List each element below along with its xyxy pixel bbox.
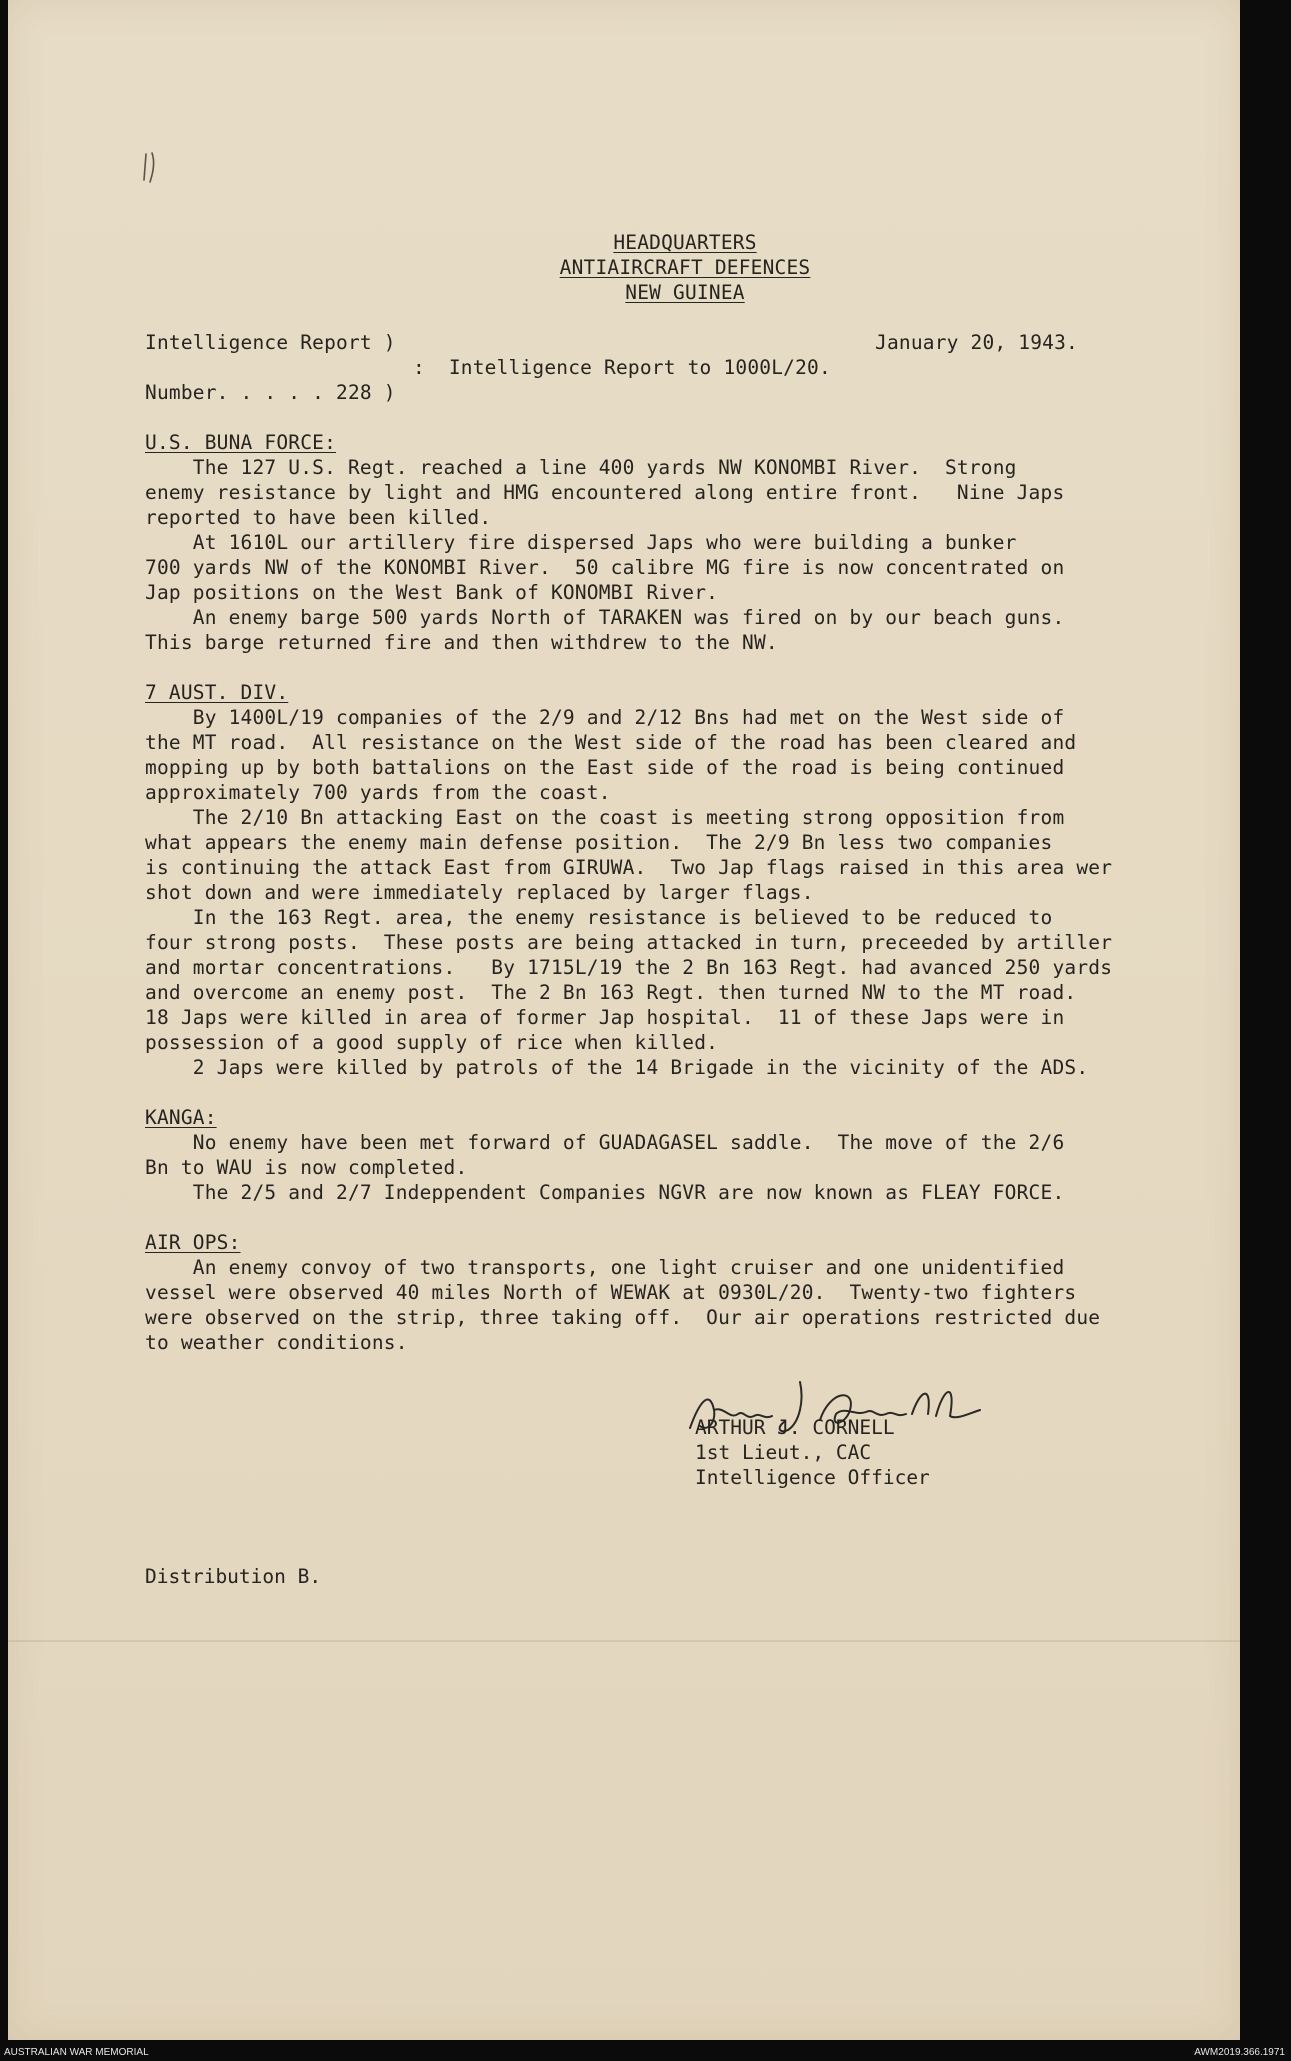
text-line: shot down and were immediately replaced by larger flags. — [145, 881, 814, 904]
footer-institution: AUSTRALIAN WAR MEMORIAL — [4, 2047, 149, 2058]
text-line: No enemy have been met forward of GUADAGASEL saddle. The move of the 2/6 — [145, 1131, 1065, 1154]
section-heading: KANGA: — [145, 1106, 217, 1129]
signatory-title: Intelligence Officer — [695, 1466, 930, 1489]
text-line: An enemy convoy of two transports, one light cruiser and one unidentified — [145, 1256, 1065, 1279]
text-line: to weather conditions. — [145, 1331, 408, 1354]
text-line: approximately 700 yards from the coast. — [145, 781, 611, 804]
text-line: The 2/10 Bn attacking East on the coast is meeting strong opposition from — [145, 806, 1065, 829]
letterhead-line-1: HEADQUARTERS — [613, 231, 757, 254]
signatory-rank: 1st Lieut., CAC — [695, 1441, 872, 1464]
text-line: Jap positions on the West Bank of KONOMBI River. — [145, 581, 719, 604]
section-heading: AIR OPS: — [145, 1231, 241, 1254]
text-line: and overcome an enemy post. The 2 Bn 163 Regt. then turned NW to the MT road. — [145, 981, 1077, 1004]
archive-footer — [0, 2046, 1291, 2061]
text-line: The 127 U.S. Regt. reached a line 400 yards NW KONOMBI River. Strong — [145, 456, 1017, 479]
text-line: enemy resistance by light and HMG encountered along entire front. Nine Japs — [145, 481, 1065, 504]
handwritten-mark — [138, 150, 168, 184]
text-line: Bn to WAU is now completed. — [145, 1156, 468, 1179]
footer-accession-number: AWM2019.366.1971 — [1194, 2047, 1285, 2058]
text-line: reported to have been killed. — [145, 506, 492, 529]
text-line: By 1400L/19 companies of the 2/9 and 2/12 Bns had met on the West side of — [145, 706, 1065, 729]
section-heading: U.S. BUNA FORCE: — [145, 431, 337, 454]
letterhead-line-3: NEW GUINEA — [625, 281, 745, 304]
text-line: The 2/5 and 2/7 Indeppendent Companies NGVR are now known as FLEAY FORCE. — [145, 1181, 1065, 1204]
report-date: January 20, 1943. — [875, 331, 1078, 354]
text-line: An enemy barge 500 yards North of TARAKEN was fired on by our beach guns. — [145, 606, 1065, 629]
text-line: 2 Japs were killed by patrols of the 14 Brigade in the vicinity of the ADS. — [145, 1056, 1089, 1079]
letterhead — [205, 230, 1165, 305]
text-line: the MT road. All resistance on the West side of the road has been cleared and — [145, 731, 1077, 754]
text-line: and mortar concentrations. By 1715L/19 the 2 Bn 163 Regt. had avanced 250 yards — [145, 956, 1113, 979]
section-7-aust-div — [145, 680, 1165, 1080]
distribution-line: Distribution B. — [145, 1565, 322, 1588]
report-number: Number. . . . . 228 ) — [145, 381, 396, 404]
signatory-name: ARTHUR J. CORNELL — [695, 1416, 895, 1439]
signature-block — [695, 1365, 930, 1490]
text-line: At 1610L our artillery fire dispersed Japs who were building a bunker — [145, 531, 1017, 554]
letterhead-line-2: ANTIAIRCRAFT DEFENCES — [559, 256, 811, 279]
section-air-ops — [145, 1230, 1165, 1355]
text-line: what appears the enemy main defense position. The 2/9 Bn less two companies — [145, 831, 1053, 854]
text-line: were observed on the strip, three taking off. Our air operations restricted due — [145, 1306, 1101, 1329]
report-reference — [145, 330, 1165, 405]
section-heading: 7 AUST. DIV. — [145, 681, 289, 704]
text-line: vessel were observed 40 miles North of WEWAK at 0930L/20. Twenty-two fighters — [145, 1281, 1077, 1304]
section-kanga — [145, 1105, 1165, 1205]
report-body — [145, 230, 1165, 1355]
paper-fold-line — [8, 1640, 1240, 1642]
report-reference-line: : Intelligence Report to 1000L/20. — [413, 356, 831, 379]
report-label: Intelligence Report ) — [145, 331, 396, 354]
section-us-buna-force — [145, 430, 1165, 655]
text-line: is continuing the attack East from GIRUWA. Two Jap flags raised in this area wer — [145, 856, 1113, 879]
text-line: 18 Japs were killed in area of former Jap hospital. 11 of these Japs were in — [145, 1006, 1065, 1029]
text-line: 700 yards NW of the KONOMBI River. 50 calibre MG fire is now concentrated on — [145, 556, 1065, 579]
text-line: mopping up by both battalions on the East side of the road is being continued — [145, 756, 1065, 779]
text-line: In the 163 Regt. area, the enemy resistance is believed to be reduced to — [145, 906, 1053, 929]
text-line: possession of a good supply of rice when killed. — [145, 1031, 719, 1054]
text-line: four strong posts. These posts are being attacked in turn, preceeded by artiller — [145, 931, 1113, 954]
text-line: This barge returned fire and then withdrew to the NW. — [145, 631, 778, 654]
